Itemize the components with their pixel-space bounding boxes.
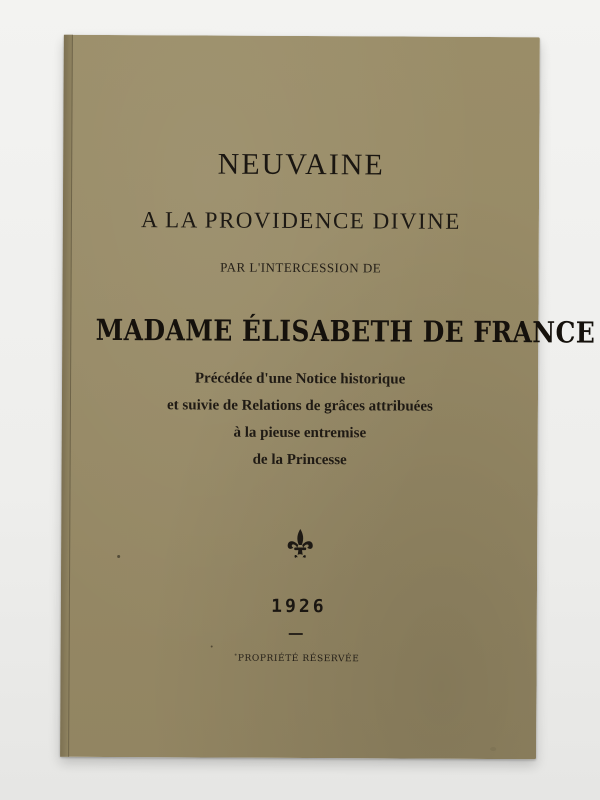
cover-year: 1926 [271,595,327,618]
description-line: Précédée d'une Notice historique [194,370,406,388]
description-line: de la Princesse [252,451,347,469]
description-line: à la pieuse entremise [233,424,367,442]
ink-speck [211,646,213,648]
cover-description [62,365,539,475]
book-cover [60,35,596,759]
cover-subtitle: A LA PROVIDENCE DIVINE [140,207,461,234]
cover-title: NEUVAINE [217,147,385,182]
divider-rule [289,633,303,635]
description-line: et suivie de Relations de grâces attribuées [167,397,433,415]
ink-speck [235,654,237,656]
cover-name: MADAME ÉLISABETH DE FRANCE [95,312,596,350]
cover-rights: PROPRIÉTÉ RÉSERVÉE [237,653,360,665]
cover-intercession: PAR L'INTERCESSION DE [220,259,382,276]
wear-spot [490,747,496,751]
fleur-de-lis-icon [285,528,315,560]
ink-speck [117,555,120,558]
